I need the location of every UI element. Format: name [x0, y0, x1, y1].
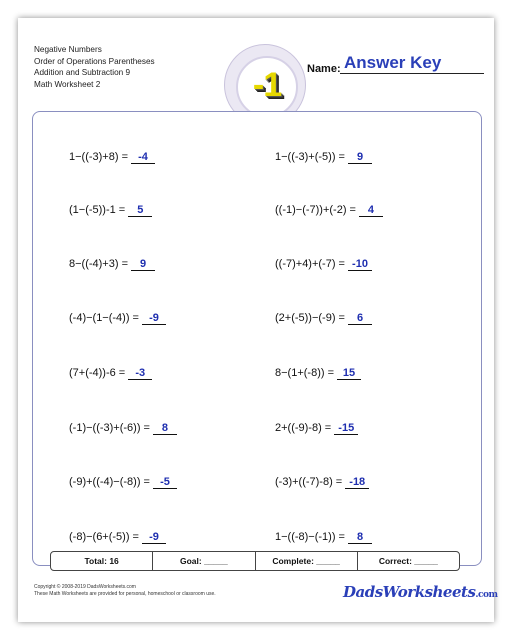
- problem-answer: -18: [345, 476, 369, 489]
- problem-expression: (-8)−(6+(-5)) =: [69, 531, 139, 543]
- problem-expression: (-4)−(1−(-4)) =: [69, 312, 139, 324]
- info-line-topic: Negative Numbers: [34, 45, 102, 54]
- problem-13: [69, 476, 177, 489]
- problem-answer: 8: [348, 531, 372, 544]
- problem-answer: -15: [334, 422, 358, 435]
- problems-frame: [32, 111, 482, 566]
- problem-9: [69, 367, 152, 380]
- problem-answer: -3: [128, 367, 152, 380]
- problem-answer: -9: [142, 312, 166, 325]
- problem-expression: (2+(-5))−(-9) =: [275, 312, 345, 324]
- badge-label: -1: [252, 66, 282, 104]
- problem-1: [69, 151, 155, 164]
- logo-domain: .com: [475, 590, 498, 600]
- problem-expression: 8−((-4)+3) =: [69, 258, 128, 270]
- problem-answer: 6: [348, 312, 372, 325]
- info-line-operation: Addition and Subtraction 9: [34, 68, 131, 77]
- name-label: Name:: [307, 63, 341, 75]
- site-logo: [343, 583, 498, 601]
- problem-answer: -5: [153, 476, 177, 489]
- complete-cell: Complete: _____: [255, 552, 357, 570]
- worksheet-info: [34, 44, 155, 90]
- problem-answer: 9: [131, 258, 155, 271]
- problem-expression: 8−(1+(-8)) =: [275, 367, 334, 379]
- correct-cell: Correct: _____: [357, 552, 459, 570]
- problem-answer: 5: [128, 204, 152, 217]
- problem-answer: 15: [337, 367, 361, 380]
- problem-2: [275, 151, 372, 164]
- problem-14: [275, 476, 369, 489]
- problem-expression: 1−((-8)−(-1)) =: [275, 531, 345, 543]
- problem-expression: (7+(-4))-6 =: [69, 367, 126, 379]
- problem-16: [275, 531, 372, 544]
- problem-expression: ((-7)+4)+(-7) =: [275, 258, 345, 270]
- problem-6: [275, 258, 372, 271]
- problem-expression: (-9)+((-4)−(-8)) =: [69, 476, 150, 488]
- problem-expression: 1−((-3)+(-5)) =: [275, 151, 345, 163]
- goal-cell: Goal: _____: [152, 552, 254, 570]
- problem-5: [69, 258, 155, 271]
- logo-text: DadsWorksheets: [343, 583, 476, 601]
- worksheet-page: [18, 18, 498, 622]
- problem-12: [275, 422, 358, 435]
- copyright-line: Copyright © 2008-2019 DadsWorksheets.com: [34, 584, 136, 590]
- name-line: [340, 73, 484, 74]
- problem-expression: (-3)+((-7)-8) =: [275, 476, 343, 488]
- answer-key-title: Answer Key: [344, 53, 442, 72]
- problem-answer: 9: [348, 151, 372, 164]
- usage-line: These Math Worksheets are provided for personal, homeschool or classroom use.: [34, 591, 216, 597]
- problem-7: [69, 312, 166, 325]
- problem-4: [275, 204, 383, 217]
- total-cell: Total: 16: [84, 556, 119, 566]
- problem-expression: 2+((-9)-8) =: [275, 422, 332, 434]
- problem-8: [275, 312, 372, 325]
- problem-answer: -10: [348, 258, 372, 271]
- problem-expression: (-1)−((-3)+(-6)) =: [69, 422, 150, 434]
- score-bar: [50, 551, 460, 571]
- badge-circle: [236, 56, 298, 118]
- problem-answer: 4: [359, 204, 383, 217]
- problem-expression: ((-1)−(-7))+(-2) =: [275, 204, 356, 216]
- problem-15: [69, 531, 166, 544]
- problem-answer: -4: [131, 151, 155, 164]
- info-line-subtopic: Order of Operations Parentheses: [34, 56, 155, 66]
- copyright-notice: [34, 584, 216, 598]
- problem-10: [275, 367, 361, 380]
- info-line-worksheet: Math Worksheet 2: [34, 79, 101, 89]
- problem-expression: 1−((-3)+8) =: [69, 151, 128, 163]
- problem-answer: 8: [153, 422, 177, 435]
- problem-expression: (1−(-5))-1 =: [69, 204, 126, 216]
- problem-3: [69, 204, 152, 217]
- problem-answer: -9: [142, 531, 166, 544]
- problem-11: [69, 422, 177, 435]
